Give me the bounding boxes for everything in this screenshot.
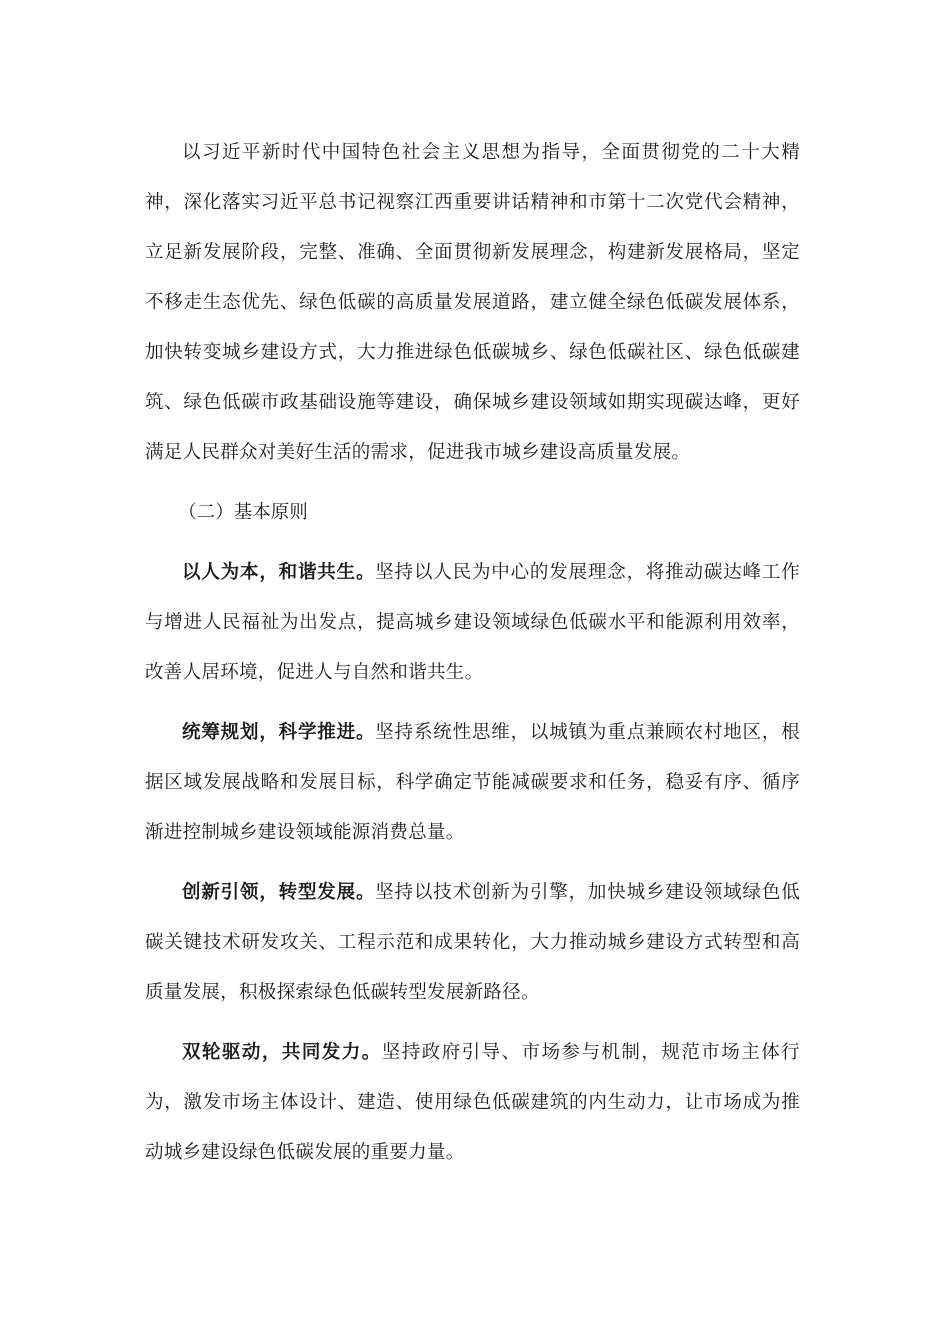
principle-body: 坚持以人民为中心的发展理念，将推动碳达峰工作与增进人民福祉为出发点，提高城乡建设领域绿色低碳水平和能源利用效率，改善人居环境，促进人与自然和谐共生。 [145, 562, 800, 683]
principle-title: 统筹规划，科学推进。 [182, 722, 376, 743]
principle-paragraph [145, 1028, 800, 1178]
principle-body: 坚持以技术创新为引擎，加快城乡建设领域绿色低碳关键技术研发攻关、工程示范和成果转化，大力推动城乡建设方式转型和高质量发展，积极探索绿色低碳转型发展新路径。 [145, 882, 800, 1003]
principle-paragraph [145, 868, 800, 1018]
document-body [145, 128, 800, 1188]
principle-paragraph [145, 708, 800, 858]
section-heading: （二）基本原则 [178, 502, 308, 523]
principle-body: 坚持系统性思维，以城镇为重点兼顾农村地区，根据区域发展战略和发展目标，科学确定节能减碳要求和任务，稳妥有序、循序渐进控制城乡建设领域能源消费总量。 [145, 722, 800, 843]
principle-paragraph [145, 548, 800, 698]
intro-paragraph: 以习近平新时代中国特色社会主义思想为指导，全面贯彻党的二十大精神，深化落实习近平总书记视察江西重要讲话精神和市第十二次党代会精神，立足新发展阶段，完整、准确、全面贯彻新发展理念，构建新发展格局，坚定不移走生态优先、绿色低碳的高质量发展道路，建立健全绿色低碳发展体系，加快转变城乡建设方式，大力推进绿色低碳城乡、绿色低碳社区、绿色低碳建筑、绿色低碳市政基础设施等建设，确保城乡建设领域如期实现碳达峰，更好满足人民群众对美好生活的需求，促进我市城乡建设高质量发展。 [145, 142, 800, 463]
principle-title: 以人为本，和谐共生。 [182, 562, 376, 583]
principle-title: 创新引领，转型发展。 [182, 882, 376, 903]
principle-body: 坚持政府引导、市场参与机制，规范市场主体行为，激发市场主体设计、建造、使用绿色低碳建筑的内生动力，让市场成为推动城乡建设绿色低碳发展的重要力量。 [145, 1042, 800, 1163]
principle-title: 双轮驱动，共同发力。 [182, 1042, 382, 1063]
